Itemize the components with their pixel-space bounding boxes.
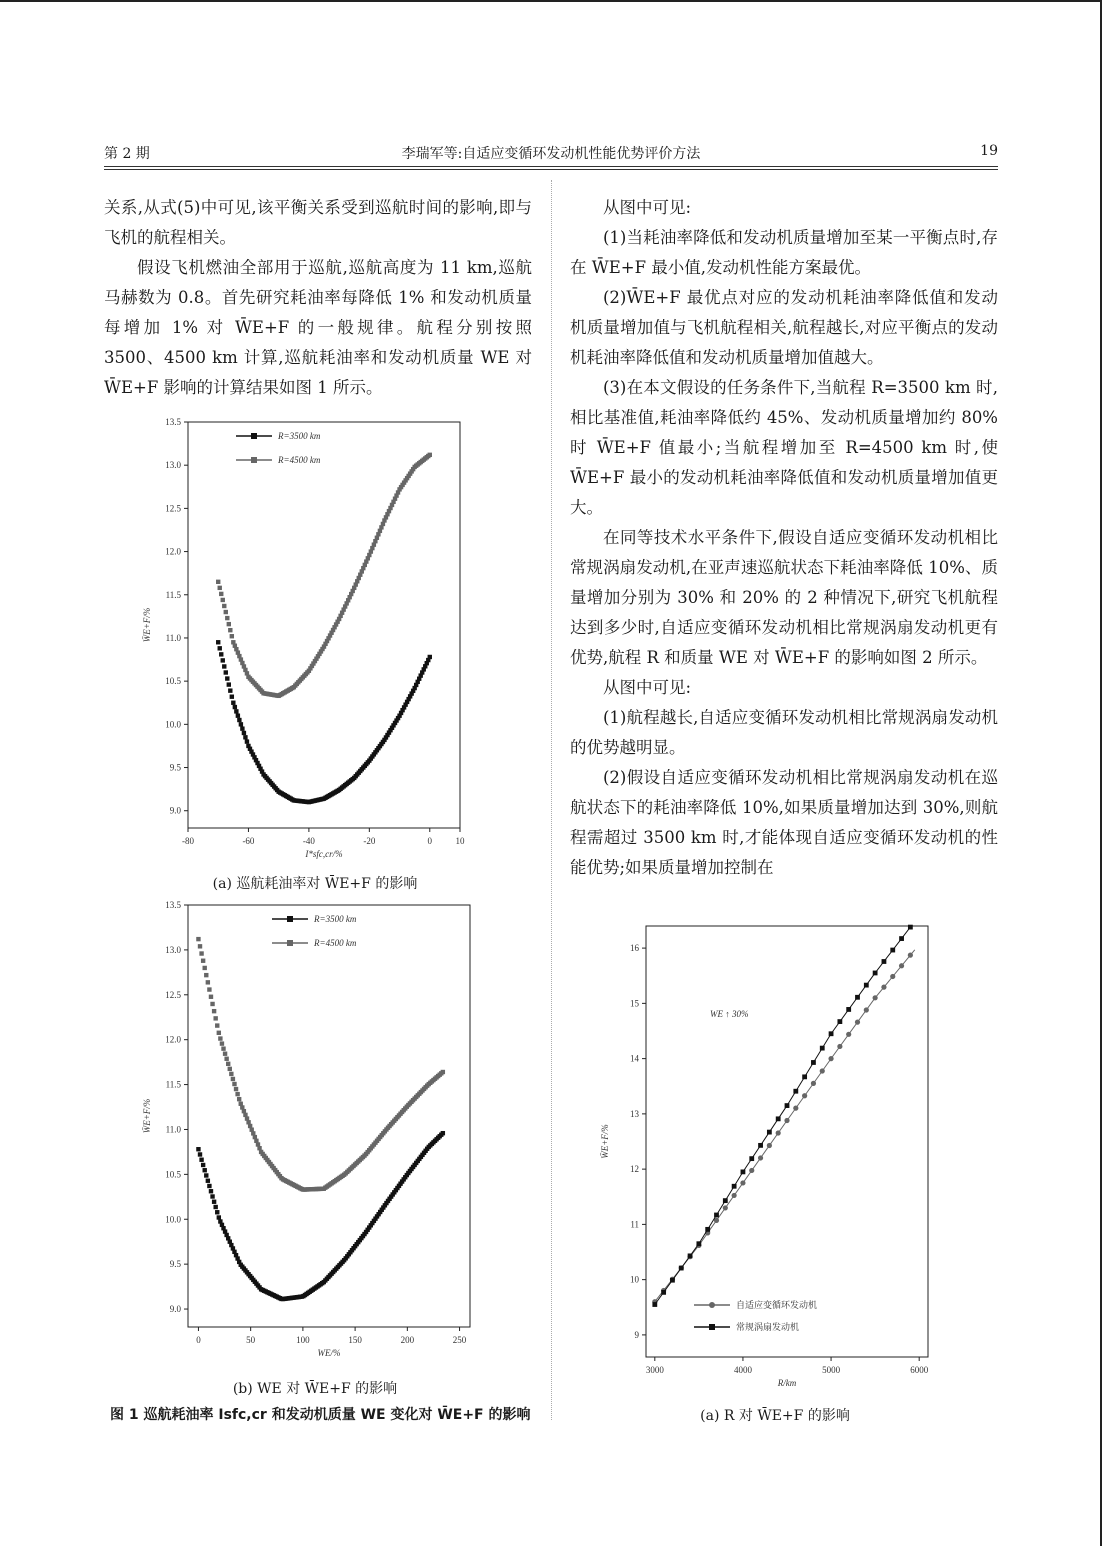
data-point [908, 925, 913, 930]
legend-label: R=3500 km [314, 914, 357, 924]
page-top-border [0, 0, 1102, 2]
curve-marker [222, 664, 226, 668]
curve-marker [215, 1210, 219, 1214]
curve-marker [225, 616, 229, 620]
x-tick-label: 4000 [733, 1365, 752, 1375]
curve-marker [220, 1041, 224, 1045]
running-title: 李瑞军等:自适应变循环发动机性能优势评价方法 [401, 146, 701, 162]
data-point [696, 1241, 701, 1246]
data-point [873, 995, 878, 1000]
paragraph: 关系,从式(5)中可见,该平衡关系受到巡航时间的影响,即与飞机的航程相关。 [104, 198, 532, 247]
data-point [758, 1143, 763, 1148]
data-point [899, 963, 904, 968]
curve-marker [228, 628, 232, 632]
curve-marker [228, 1067, 232, 1071]
paragraph: (2)假设自适应变循环发动机相比常规涡扇发动机在巡航状态下的耗油率降低 10%,如果质量增加达到 30%,则航程需超过 3500 km 时,才能体现自适应变循环发动机的性能优势;如果质量增加控制在 [570, 768, 998, 877]
data-point [899, 936, 904, 941]
curve-marker [230, 634, 234, 638]
curve-marker [196, 937, 200, 941]
data-point [864, 1007, 869, 1012]
curve-marker [217, 1031, 221, 1035]
paragraph: (1)航程越长,自适应变循环发动机相比常规涡扇发动机的优势越明显。 [570, 708, 998, 757]
curve-marker [237, 718, 241, 722]
data-point [741, 1169, 746, 1174]
data-point [829, 1031, 834, 1036]
y-tick-label: 12.0 [165, 546, 181, 557]
legend-marker [251, 433, 257, 439]
data-point [652, 1302, 657, 1307]
y-tick-label: 12.0 [165, 1034, 181, 1045]
data-point [890, 974, 895, 979]
legend-label: 常规涡扇发动机 [736, 1322, 800, 1332]
curve-marker [216, 640, 220, 644]
data-point [864, 983, 869, 988]
legend-marker [251, 457, 257, 463]
legend-marker [709, 1324, 715, 1330]
data-point [776, 1116, 781, 1121]
running-header [104, 143, 998, 167]
curve-marker [207, 987, 211, 991]
y-tick-label: 14 [630, 1053, 639, 1064]
data-point [820, 1068, 825, 1073]
curve-marker [245, 739, 249, 743]
y-tick-label: 10.0 [165, 719, 181, 730]
data-point [855, 1020, 860, 1025]
curve-marker [212, 1009, 216, 1013]
curve-marker [199, 1158, 203, 1162]
data-point [881, 985, 886, 990]
curve-marker [218, 586, 222, 590]
legend-label: R=3500 km [278, 431, 321, 441]
data-point [776, 1130, 781, 1135]
data-point [749, 1156, 754, 1161]
y-tick-label: 11.5 [165, 1079, 181, 1090]
curve-marker [242, 731, 246, 735]
data-point [732, 1184, 737, 1189]
y-tick-label: 11.5 [165, 589, 181, 600]
data-point [767, 1143, 772, 1148]
column-divider [551, 180, 552, 1420]
legend-marker [287, 940, 293, 946]
chart-fig1b [130, 895, 480, 1375]
curve-marker [221, 658, 225, 662]
curve-marker [229, 1072, 233, 1076]
y-tick-label: 9 [634, 1329, 639, 1340]
curve-marker [239, 722, 243, 726]
curve-marker [243, 735, 247, 739]
curve-marker [203, 966, 207, 970]
plot-frame [646, 926, 928, 1357]
curve-marker [213, 1016, 217, 1020]
chart-fig1a [130, 410, 470, 872]
x-axis-label: WE/% [317, 1348, 341, 1358]
data-point [749, 1168, 754, 1173]
curve-marker [222, 604, 226, 608]
x-axis-label: R/km [777, 1378, 797, 1388]
plot-frame [188, 905, 470, 1327]
curve-marker [236, 714, 240, 718]
chart-annotation: WE ↑ 30% [710, 1009, 749, 1019]
curve-marker [198, 944, 202, 948]
curve-marker [219, 592, 223, 596]
curve-marker [225, 676, 229, 680]
x-tick-label: -40 [302, 836, 315, 846]
figure-caption: 图 1 巡航耗油率 Isfc,cr 和发动机质量 WE 变化对 W̄E+F 的影响 [110, 1407, 531, 1423]
y-tick-label: 12 [630, 1164, 639, 1175]
paragraph: 假设飞机燃油全部用于巡航,巡航高度为 11 km,巡航马赫数为 0.8。首先研究耗油率每降低 1% 和发动机质量每增加 1% 对 W̄E+F 的一般规律。航程分别按照 3500、4500 km 计算,巡航耗油率和发动机质量 WE 对 W̄E+F 影响的计算结果如图 1 所示。 [104, 258, 532, 397]
paragraph: 从图中可见: [603, 198, 692, 217]
y-tick-label: 13 [630, 1108, 639, 1119]
curve-marker [231, 1077, 235, 1081]
data-point [882, 959, 887, 964]
chart-fig2a [598, 920, 938, 1405]
legend-label: 自适应变循环发动机 [736, 1300, 818, 1310]
x-tick-label: 3000 [645, 1365, 664, 1375]
x-tick-label: -20 [363, 836, 376, 846]
y-tick-label: 11 [630, 1219, 639, 1230]
x-tick-label: 0 [427, 836, 433, 846]
x-tick-label: 250 [452, 1335, 467, 1345]
curve-marker [210, 1194, 214, 1198]
curve-marker [217, 1215, 221, 1219]
data-point [705, 1227, 710, 1232]
data-point [811, 1060, 816, 1065]
x-tick-label: 6000 [910, 1365, 929, 1375]
series-line [655, 927, 911, 1304]
legend-label: R=4500 km [314, 938, 357, 948]
curve-marker [226, 1062, 230, 1066]
data-point [723, 1205, 728, 1210]
data-point [714, 1213, 719, 1218]
y-tick-label: 10.5 [165, 676, 181, 687]
curve-marker [207, 1184, 211, 1188]
y-tick-label: 11.0 [165, 1124, 181, 1135]
y-axis-label: W̄E+F/% [142, 607, 152, 643]
y-tick-label: 13.5 [165, 900, 181, 910]
curve-marker [237, 1097, 241, 1101]
curve-marker [221, 1046, 225, 1050]
curve-marker [215, 1023, 219, 1027]
x-tick-label: 150 [348, 1335, 362, 1345]
data-point [802, 1093, 807, 1098]
data-point [785, 1103, 790, 1108]
data-point [670, 1278, 675, 1283]
curve-marker [198, 1152, 202, 1156]
curve-marker [199, 951, 203, 955]
figure-subcaption: (a) R 对 W̄E+F 的影响 [700, 1408, 850, 1424]
curve-marker [206, 980, 210, 984]
curve-marker [428, 655, 432, 659]
data-point [855, 995, 860, 1000]
y-tick-label: 15 [630, 998, 639, 1009]
curve-marker [209, 1189, 213, 1193]
y-tick-label: 13.0 [165, 944, 181, 955]
curve-marker [227, 682, 231, 686]
data-point [846, 1007, 851, 1012]
header-rule [104, 166, 998, 167]
curve-marker [235, 1092, 239, 1096]
figure-subcaption: (b) WE 对 W̄E+F 的影响 [232, 1381, 398, 1397]
curve-marker [230, 694, 234, 698]
data-point [873, 971, 878, 976]
data-point [679, 1266, 684, 1271]
data-point [661, 1290, 666, 1295]
data-point [688, 1253, 693, 1258]
curve-marker [221, 598, 225, 602]
curve-marker [213, 1205, 217, 1209]
curve-marker [234, 709, 238, 713]
curve-marker [210, 1002, 214, 1006]
curve-marker [204, 973, 208, 977]
curve-marker [233, 705, 237, 709]
issue-number: 第 2 期 [104, 146, 150, 162]
x-tick-label: 200 [400, 1335, 415, 1345]
y-tick-label: 9.0 [169, 805, 181, 816]
y-tick-label: 10.0 [165, 1214, 181, 1225]
curve-marker [201, 959, 205, 963]
left-column [104, 193, 532, 403]
y-tick-label: 13.0 [165, 460, 181, 471]
curve-marker [441, 1070, 445, 1074]
curve-marker [441, 1131, 445, 1135]
legend-label: R=4500 km [278, 455, 321, 465]
paragraph: (1)当耗油率降低和发动机质量增加至某一平衡点时,存在 W̄E+F 最小值,发动机性能方案最优。 [570, 228, 998, 277]
curve-marker [201, 1163, 205, 1167]
curve-marker [227, 622, 231, 626]
y-axis-label: W̄E+F/% [142, 1098, 152, 1134]
data-point [767, 1130, 772, 1135]
x-tick-label: 0 [196, 1335, 201, 1345]
x-tick-label: 50 [246, 1335, 256, 1345]
data-point [811, 1081, 816, 1086]
data-point [784, 1118, 789, 1123]
curve-marker [196, 1147, 200, 1151]
data-point [740, 1180, 745, 1185]
data-point [802, 1074, 807, 1079]
y-axis-label: W̄E+F/% [600, 1124, 610, 1159]
curve-marker [228, 688, 232, 692]
curve-marker [231, 701, 235, 705]
series-line [655, 950, 915, 1302]
right-column [570, 193, 998, 883]
curve-marker [212, 1200, 216, 1204]
paragraph: 从图中可见: [603, 678, 692, 697]
y-tick-label: 10.5 [165, 1169, 181, 1180]
x-tick-label: 100 [296, 1335, 310, 1345]
figure-subcaption: (a) 巡航耗油率对 W̄E+F 的影响 [212, 876, 418, 892]
curve-marker [218, 1036, 222, 1040]
data-point [793, 1089, 798, 1094]
paragraph: 在同等技术水平条件下,假设自适应变循环发动机相比常规涡扇发动机,在亚声速巡航状态下耗油率降低 10%、质量增加分别为 30% 和 20% 的 2 种情况下,研究飞机航程达到多少时,自适应变循环发动机相比常规涡扇发动机更有优势,航程 R 和质量 WE 对 W̄E+F 的影响如图 2 所示。 [570, 528, 998, 667]
legend-marker [287, 916, 293, 922]
data-point [837, 1019, 842, 1024]
curve-marker [223, 1052, 227, 1056]
data-point [837, 1044, 842, 1049]
curve-marker [428, 453, 432, 457]
data-point [908, 953, 913, 958]
y-tick-label: 9.0 [169, 1304, 181, 1315]
curve-marker [216, 580, 220, 584]
curve-marker [224, 670, 228, 674]
data-point [793, 1106, 798, 1111]
paragraph: (3)在本文假设的任务条件下,当航程 R=3500 km 时,相比基准值,耗油率降低约 45%、发动机质量增加约 80% 时 W̄E+F 值最小;当航程增加至 R=4500 km 时,使 W̄E+F 最小的发动机耗油率降低值和发动机质量增加值更大。 [570, 378, 998, 517]
curve-marker [206, 1179, 210, 1183]
curve-marker [219, 652, 223, 656]
x-tick-label: 10 [455, 836, 465, 846]
curve-marker [209, 995, 213, 999]
curve-marker [203, 1168, 207, 1172]
curve-marker [204, 1173, 208, 1177]
header-rule [104, 169, 998, 170]
data-point [890, 948, 895, 953]
paragraph: (2)W̄E+F 最优点对应的发动机耗油率降低值和发动机质量增加值与飞机航程相关,航程越长,对应平衡点的发动机耗油率降低值和发动机质量增加值越大。 [570, 288, 998, 367]
data-point [828, 1056, 833, 1061]
x-axis-label: I*sfc,cr/% [305, 849, 343, 859]
page-number: 19 [980, 143, 998, 159]
curve-marker [218, 646, 222, 650]
data-point [723, 1198, 728, 1203]
data-point [846, 1032, 851, 1037]
y-tick-label: 16 [630, 943, 639, 954]
x-tick-label: -60 [242, 836, 255, 846]
curve-marker [232, 1082, 236, 1086]
y-tick-label: 12.5 [165, 989, 181, 1000]
data-point [820, 1046, 825, 1051]
y-tick-label: 11.0 [165, 632, 181, 643]
y-tick-label: 9.5 [169, 762, 181, 773]
y-tick-label: 13.5 [165, 417, 181, 427]
x-tick-label: 5000 [822, 1365, 841, 1375]
data-point [758, 1155, 763, 1160]
y-tick-label: 9.5 [169, 1259, 181, 1270]
curve-marker [224, 610, 228, 614]
data-point [732, 1193, 737, 1198]
y-tick-label: 12.5 [165, 503, 181, 514]
legend-marker [709, 1302, 715, 1308]
x-tick-label: -80 [182, 836, 194, 846]
curve-marker [240, 726, 244, 730]
curve-marker [224, 1057, 228, 1061]
y-tick-label: 10 [630, 1274, 639, 1285]
curve-marker [234, 1087, 238, 1091]
